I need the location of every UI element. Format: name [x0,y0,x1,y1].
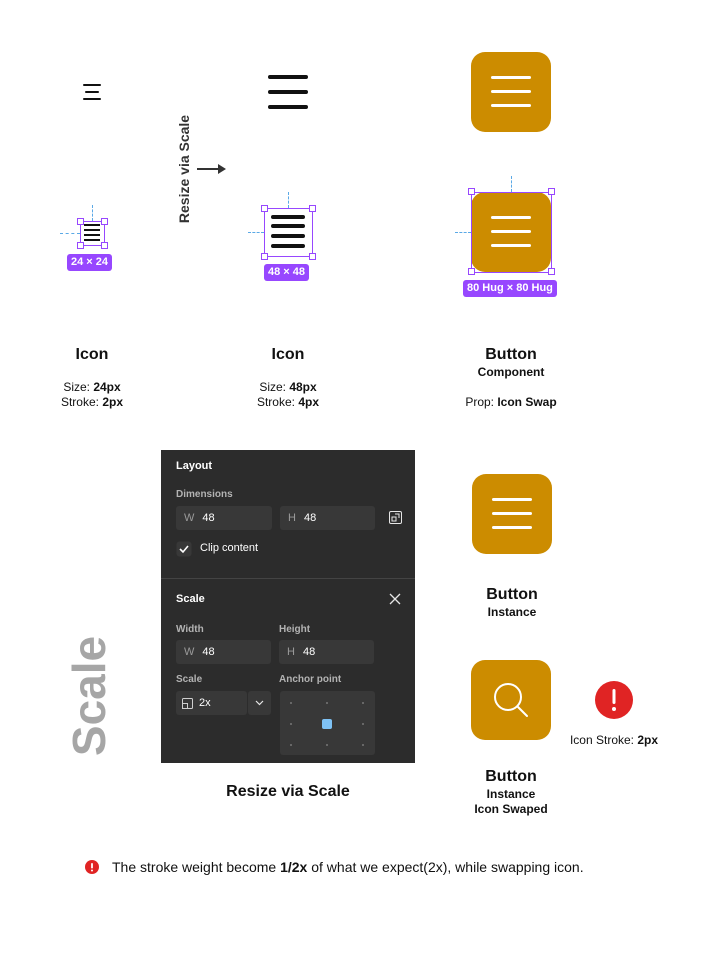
scale-side-label: Scale [63,635,115,757]
clip-content-checkbox[interactable] [176,541,192,557]
layout-height-input[interactable] [280,506,375,530]
guide-line [511,176,512,192]
resize-handle[interactable] [548,188,555,195]
resize-handle[interactable] [77,242,84,249]
dimension-badge: 80 Hug × 80 Hug [463,280,557,297]
size-label: Size: [63,380,94,394]
instance2-title: Button [485,768,537,785]
properties-panel [161,450,415,763]
resize-handle[interactable] [77,218,84,225]
resize-handle[interactable] [468,268,475,275]
resize-handle[interactable] [101,218,108,225]
resize-handle[interactable] [261,253,268,260]
footer-text: The stroke weight become [112,859,281,875]
stroke-label: Stroke: [60,395,103,409]
height-value: 48 [303,512,317,524]
width-prefix: W [184,646,195,658]
footer-text: of what we expect(2x), while swapping icon. [307,859,584,875]
size-value: 24px [93,380,121,394]
guide-line [92,205,93,221]
arrow-right-icon [196,162,228,176]
col3-title: Button [485,346,537,363]
col2-title: Icon [271,346,305,363]
prop-value: Icon Swap [497,395,557,409]
resize-to-fit-icon[interactable] [389,511,402,524]
small-menu-icon [83,84,101,100]
stroke-value: 4px [298,395,320,409]
dimensions-label: Dimensions [176,489,233,500]
col2-stroke [228,395,348,410]
dimension-badge: 48 × 48 [264,264,309,281]
col1-title: Icon [75,346,109,363]
anchor-point-label: Anchor point [279,674,342,685]
stroke-value: 2px [637,733,659,747]
instance2-subtitle2: Icon Swaped [474,802,548,816]
close-icon[interactable] [389,593,401,605]
scale-factor-label: Scale [176,674,203,685]
large-menu-icon [268,75,308,109]
scale-factor-input[interactable] [176,691,247,715]
icon-stroke-note [554,733,674,748]
warning-icon [595,681,633,719]
width-prefix: W [184,512,195,524]
scale-height-input[interactable] [279,640,374,664]
col2-size [228,380,348,395]
button-component-preview[interactable] [471,52,551,132]
stroke-value: 2px [102,395,124,409]
scale-section-title: Scale [176,593,205,605]
anchor-point-selected[interactable] [322,719,332,729]
col3-prop [431,395,591,410]
instance1-subtitle: Instance [487,605,537,619]
dimension-badge: 24 × 24 [67,254,112,271]
size-label: Size: [259,380,290,394]
footer-note [112,859,692,875]
size-value: 48px [289,380,317,394]
resize-handle[interactable] [468,188,475,195]
layout-section-title: Layout [176,460,213,472]
guide-line [248,232,264,233]
scale-icon [182,698,193,709]
resize-handle[interactable] [309,205,316,212]
resize-handle[interactable] [548,268,555,275]
height-prefix: H [287,646,295,658]
layout-width-input[interactable] [176,506,272,530]
resize-via-scale-label: Resize via Scale [176,114,192,224]
resize-handle[interactable] [309,253,316,260]
warning-icon [85,860,99,874]
guide-line [455,232,471,233]
scale-width-label: Width [176,624,204,635]
scale-width-input[interactable] [176,640,271,664]
guide-line [60,233,80,234]
selection-box [471,192,552,273]
stroke-label: Icon Stroke: [569,733,638,747]
clip-content-label: Clip content [200,542,259,554]
guide-line [288,192,289,208]
width-value: 48 [202,646,215,658]
button-instance[interactable] [472,474,552,554]
col1-stroke [32,395,152,410]
instance2-subtitle: Instance [486,787,536,801]
anchor-point-grid[interactable] [280,691,375,755]
panel-caption: Resize via Scale [226,783,350,800]
stroke-label: Stroke: [256,395,299,409]
resize-handle[interactable] [101,242,108,249]
height-value: 48 [302,646,316,658]
col1-size [32,380,152,395]
col3-subtitle: Component [477,365,545,379]
scale-factor-dropdown[interactable] [248,691,271,715]
prop-label: Prop: [465,395,498,409]
chevron-down-icon [255,700,264,706]
scale-factor-value: 2x [199,697,211,709]
width-value: 48 [202,512,215,524]
button-instance-swapped[interactable] [471,660,551,740]
height-prefix: H [288,512,296,524]
panel-divider [161,578,415,579]
resize-handle[interactable] [261,205,268,212]
instance1-title: Button [486,586,538,603]
selection-box [264,208,313,257]
scale-height-label: Height [279,624,311,635]
search-icon [491,680,531,720]
footer-bold: 1/2x [280,859,308,875]
